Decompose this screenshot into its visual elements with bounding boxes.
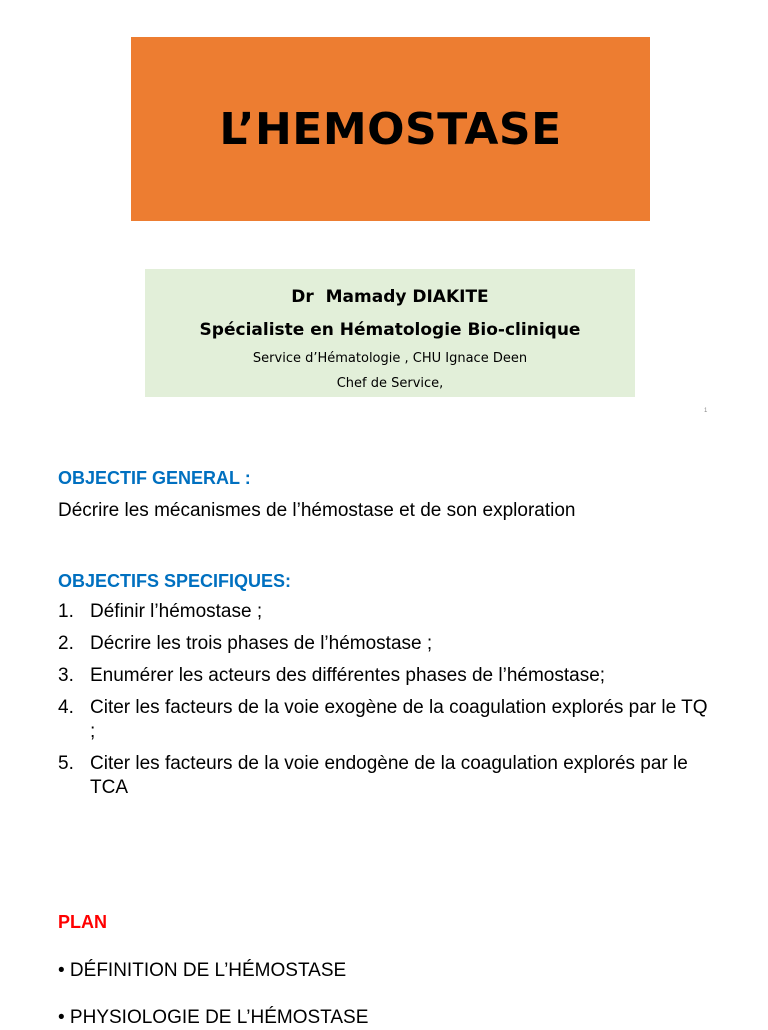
- objectif-general-text: Décrire les mécanismes de l’hémostase et de son exploration: [58, 500, 576, 521]
- objectifs-specifiques-heading: OBJECTIFS SPECIFIQUES:: [58, 571, 292, 591]
- author-card: [145, 269, 635, 397]
- list-item: [58, 752, 708, 800]
- author-specialty: Spécialiste en Hématologie Bio-clinique: [199, 320, 581, 340]
- list-item-number: 2.: [58, 633, 74, 654]
- list-item-text: Citer les facteurs de la voie endogène de la coagulation explorés par le TCA: [90, 753, 688, 798]
- list-item: [58, 632, 708, 656]
- list-item-text: Définir l’hémostase ;: [90, 601, 263, 622]
- list-item: [58, 664, 708, 688]
- page-title: L’HEMOSTASE: [219, 103, 562, 155]
- objectifs-list: [58, 600, 708, 808]
- author-service: Service d’Hématologie , CHU Ignace Deen: [252, 351, 528, 366]
- list-item-number: 1.: [58, 601, 74, 622]
- objectif-general-heading: OBJECTIF GENERAL :: [58, 468, 251, 488]
- plan-heading: PLAN: [58, 912, 107, 932]
- list-item-text: Enumérer les acteurs des différentes phases de l’hémostase;: [90, 665, 606, 686]
- plan-item: • DÉFINITION DE L’HÉMOSTASE: [58, 960, 347, 981]
- author-role: Chef de Service,: [336, 376, 444, 391]
- page-number: 1: [704, 408, 708, 414]
- list-item-text: Citer les facteurs de la voie exogène de la coagulation explorés par le TQ ;: [90, 697, 708, 742]
- list-item: [58, 696, 708, 744]
- list-item: [58, 600, 708, 624]
- title-banner: [131, 37, 650, 221]
- list-item-number: 3.: [58, 665, 74, 686]
- list-item-number: 4.: [58, 697, 74, 718]
- author-name: Dr Mamady DIAKITE: [291, 287, 489, 307]
- list-item-text: Décrire les trois phases de l’hémostase ;: [90, 633, 433, 654]
- list-item-number: 5.: [58, 753, 74, 774]
- plan-item: • PHYSIOLOGIE DE L’HÉMOSTASE: [58, 1007, 369, 1028]
